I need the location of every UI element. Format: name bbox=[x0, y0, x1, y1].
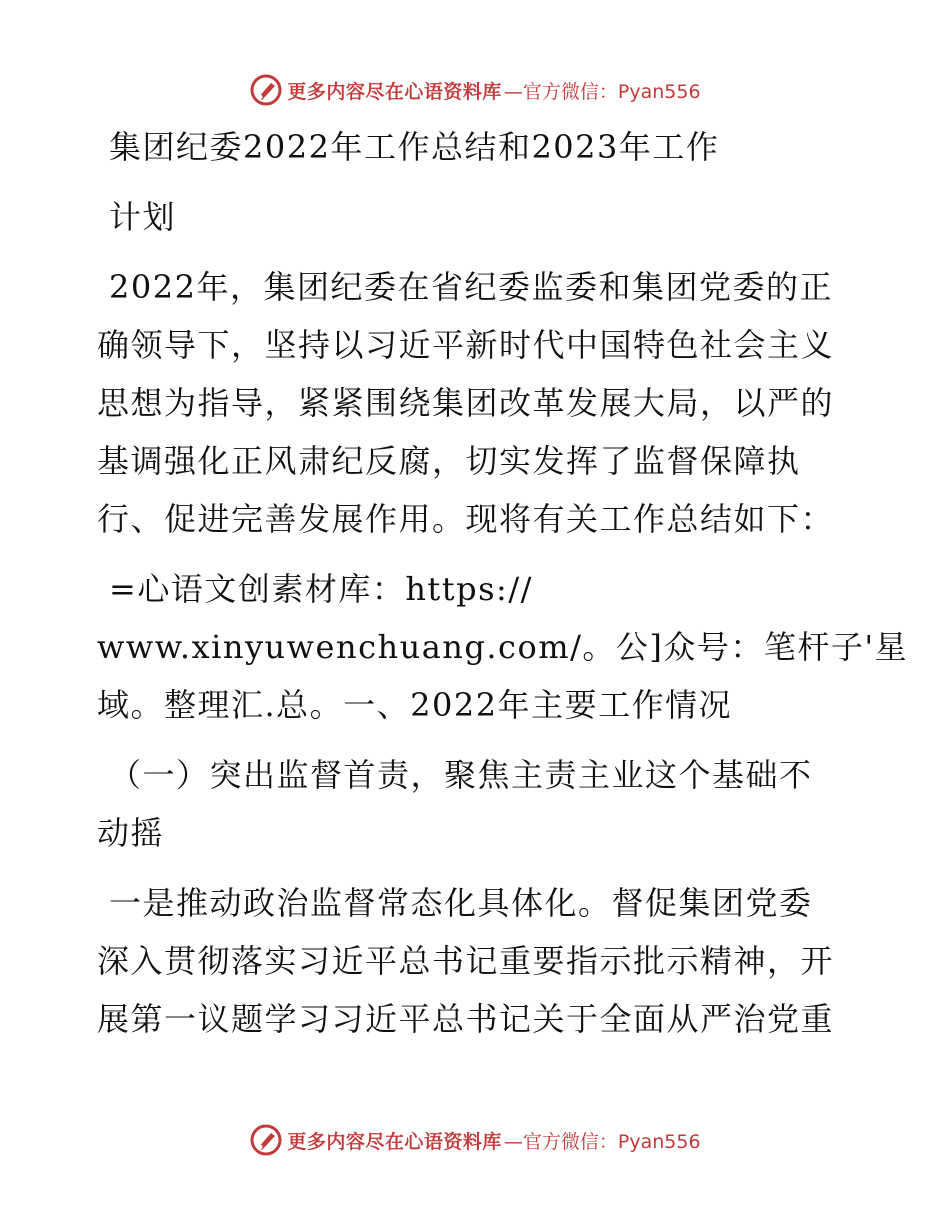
paragraph-line: 确领导下，坚持以习近平新时代中国特色社会主义 bbox=[97, 326, 835, 364]
footer-banner bbox=[0, 1120, 950, 1160]
paragraph-line: 行、促进完善发展作用。现将有关工作总结如下： bbox=[97, 500, 835, 538]
banner-contact-text: —官方微信：Pyan556 bbox=[503, 1130, 701, 1153]
paragraph-line: 思想为指导，紧紧围绕集团改革发展大局，以严的 bbox=[97, 384, 835, 422]
banner-brand-text: 更多内容尽在心语资料库 bbox=[287, 1130, 502, 1153]
title-line: 集团纪委2022年工作总结和2023年工作 bbox=[109, 128, 720, 166]
paragraph-line: 2022年，集团纪委在省纪委监委和集团党委的正 bbox=[109, 268, 833, 306]
header-banner bbox=[0, 70, 950, 110]
paragraph-line: 展第一议题学习习近平总书记关于全面从严治党重 bbox=[97, 1000, 835, 1038]
pen-seal-icon bbox=[249, 1123, 283, 1157]
banner-brand-text: 更多内容尽在心语资料库 bbox=[287, 80, 502, 103]
paragraph-line: 域。整理汇.总。一、2022年主要工作情况 bbox=[97, 686, 733, 724]
banner-contact-text: —官方微信：Pyan556 bbox=[503, 80, 701, 103]
section-heading-line: 动摇 bbox=[97, 814, 165, 852]
pen-seal-icon bbox=[249, 73, 283, 107]
document-body bbox=[97, 118, 909, 1048]
section-heading-line: （一）突出监督首责，聚焦主责主业这个基础不 bbox=[109, 756, 813, 794]
paragraph-line: 基调强化正风肃纪反腐，切实发挥了监督保障执 bbox=[97, 442, 801, 480]
paragraph-line: 一是推动政治监督常态化具体化。督促集团党委 bbox=[109, 884, 813, 922]
paragraph-line: 深入贯彻落实习近平总书记重要指示批示精神，开 bbox=[97, 942, 835, 980]
paragraph-line: www.xinyuwenchuang.com/。公]众号：笔杆子'星 bbox=[97, 628, 909, 666]
paragraph-line: =心语文创素材库：https:// bbox=[109, 570, 533, 608]
title-line: 计划 bbox=[109, 198, 177, 236]
